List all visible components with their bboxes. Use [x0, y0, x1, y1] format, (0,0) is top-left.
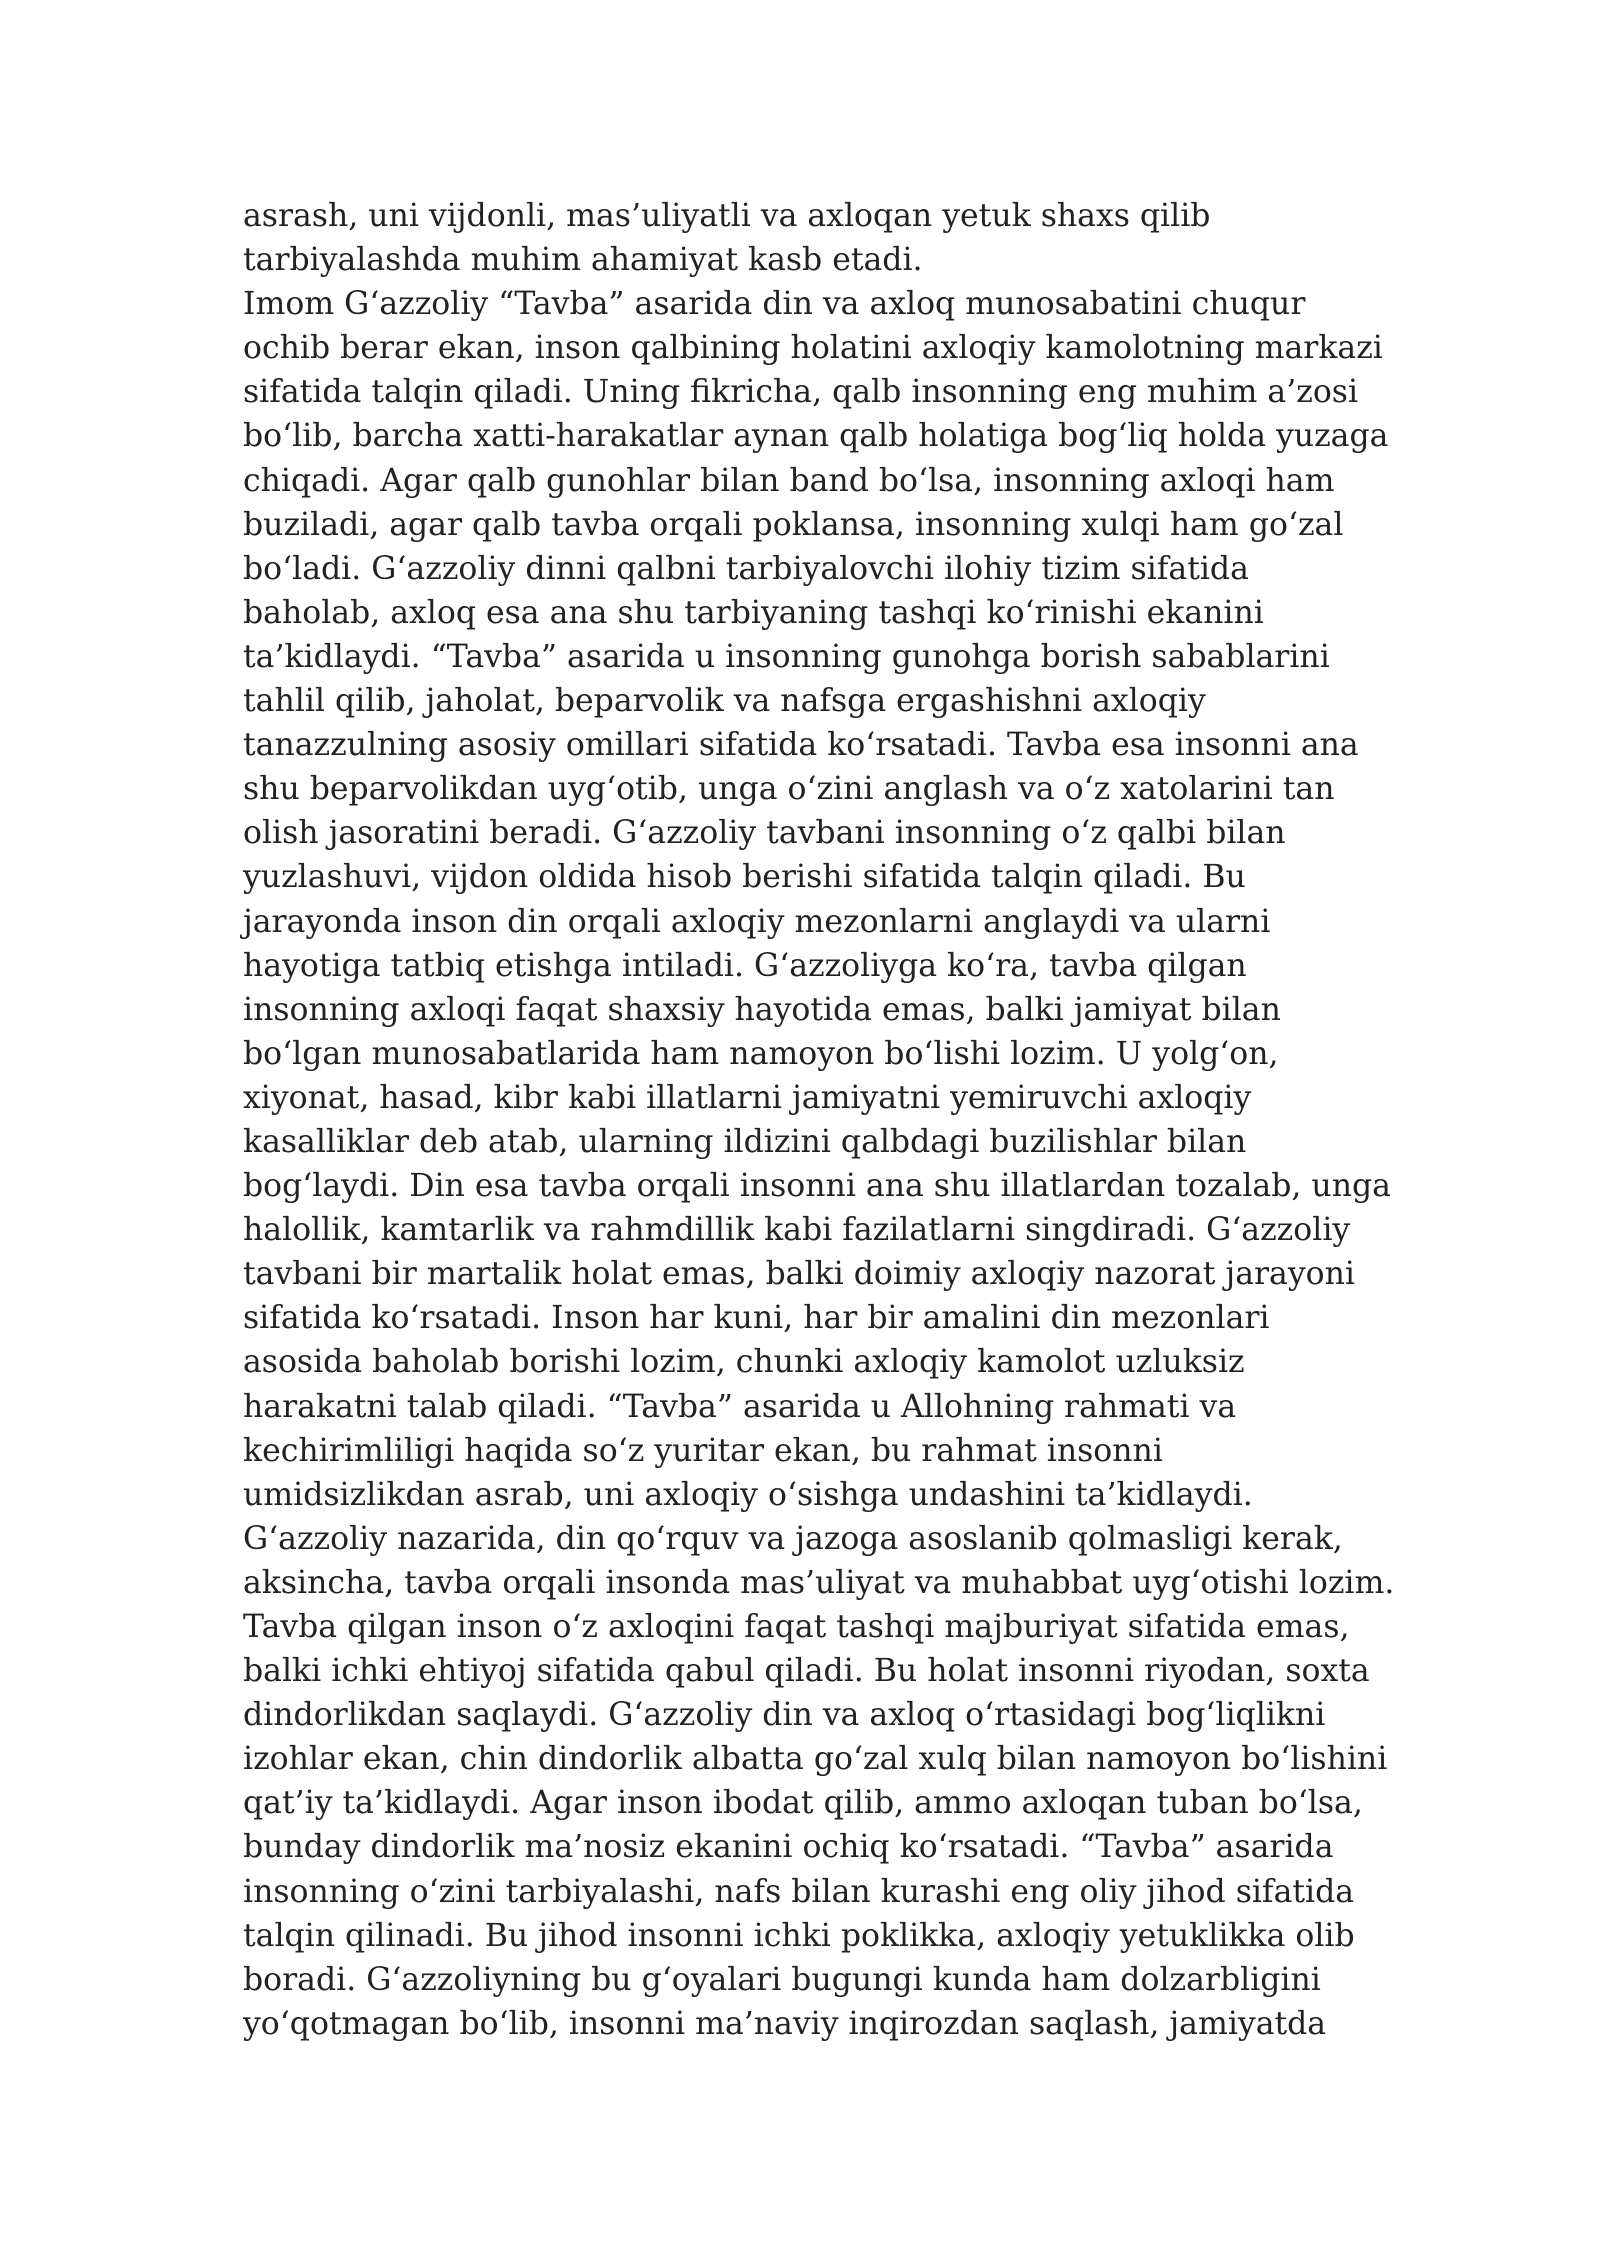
text-line: sifatida talqin qiladi. Uning fikricha, qalb insonning eng muhim a’zosi — [243, 374, 1359, 411]
text-line: bo‘ladi. G‘azzoliy dinni qalbni tarbiyalovchi ilohiy tizim sifatida — [243, 550, 1249, 587]
text-line: asosida baholab borishi lozim, chunki axloqiy kamolot uzluksiz — [243, 1344, 1245, 1381]
text-line: G‘azzoliy nazarida, din qo‘rquv va jazoga asoslanib qolmasligi kerak, — [243, 1520, 1343, 1557]
text-line: insonning o‘zini tarbiyalashi, nafs bilan kurashi eng oliy jihod sifatida — [243, 1873, 1355, 1910]
text-line: aksincha, tavba orqali insonda mas’uliyat va muhabbat uyg‘otishi lozim. — [243, 1564, 1395, 1601]
text-line: kechirimliligi haqida so‘z yuritar ekan, bu rahmat insonni — [243, 1432, 1163, 1469]
text-line: asrash, uni vijdonli, mas’uliyatli va axloqan yetuk shaxs qilib — [243, 198, 1211, 234]
text-line: tahlil qilib, jaholat, beparvolik va nafsga ergashishni axloqiy — [243, 683, 1206, 720]
text-line: kasalliklar deb atab, ularning ildizini qalbdagi buzilishlar bilan — [243, 1123, 1247, 1160]
text-line: halollik, kamtarlik va rahmdillik kabi fazilatlarni singdiradi. G‘azzoliy — [243, 1212, 1351, 1249]
text-line: bo‘lgan munosabatlarida ham namoyon bo‘lishi lozim. U yolg‘on, — [243, 1035, 1279, 1072]
text-line: Tavba qilgan inson o‘z axloqini faqat tashqi majburiyat sifatida emas, — [243, 1609, 1350, 1645]
text-line: olish jasoratini beradi. G‘azzoliy tavbani insonning o‘z qalbi bilan — [243, 815, 1286, 852]
text-line: hayotiga tatbiq etishga intiladi. G‘azzoliyga ko‘ra, tavba qilgan — [243, 947, 1247, 984]
text-line: xiyonat, hasad, kibr kabi illatlarni jamiyatni yemiruvchi axloqiy — [243, 1079, 1252, 1116]
text-line: yuzlashuvi, vijdon oldida hisob berishi sifatida talqin qiladi. Bu — [243, 859, 1246, 896]
text-line: ochib berar ekan, inson qalbining holatini axloqiy kamolotning markazi — [243, 330, 1383, 367]
text-line: ta’kidlaydi. “Tavba” asarida u insonning gunohga borish sabablarini — [243, 638, 1330, 675]
text-line: yo‘qotmagan bo‘lib, insonni ma’naviy inqirozdan saqlash, jamiyatda — [243, 2005, 1327, 2042]
text-line: balki ichki ehtiyoj sifatida qabul qiladi. Bu holat insonni riyodan, soxta — [243, 1653, 1370, 1690]
text-line: shu beparvolikdan uyg‘otib, unga o‘zini anglash va o‘z xatolarini tan — [243, 771, 1335, 808]
text-line: dindorlikdan saqlaydi. G‘azzoliy din va axloq o‘rtasidagi bog‘liqlikni — [243, 1697, 1326, 1734]
text-line: izohlar ekan, chin dindorlik albatta go‘zal xulq bilan namoyon bo‘lishini — [243, 1741, 1388, 1778]
text-line: jarayonda inson din orqali axloqiy mezonlarni anglaydi va ularni — [243, 903, 1271, 940]
text-line: Imom G‘azzoliy “Tavba” asarida din va axloq munosabatini chuqur — [243, 286, 1306, 323]
text-line: tavbani bir martalik holat emas, balki doimiy axloqiy nazorat jarayoni — [243, 1256, 1355, 1293]
text-line: bog‘laydi. Din esa tavba orqali insonni ana shu illatlardan tozalab, unga — [243, 1168, 1391, 1205]
body-text — [243, 194, 1395, 2046]
text-line: chiqadi. Agar qalb gunohlar bilan band bo‘lsa, insonning axloqi ham — [243, 462, 1335, 499]
text-line: boradi. G‘azzoliyning bu g‘oyalari bugungi kunda ham dolzarbligini — [243, 1961, 1321, 1998]
text-line: buziladi, agar qalb tavba orqali poklansa, insonning xulqi ham go‘zal — [243, 506, 1344, 543]
text-line: sifatida ko‘rsatadi. Inson har kuni, har bir amalini din mezonlari — [243, 1300, 1270, 1337]
text-line: umidsizlikdan asrab, uni axloqiy o‘sishga undashini ta’kidlaydi. — [243, 1476, 1253, 1513]
text-line: bunday dindorlik ma’nosiz ekanini ochiq ko‘rsatadi. “Tavba” asarida — [243, 1829, 1334, 1866]
text-line: bo‘lib, barcha xatti-harakatlar aynan qalb holatiga bog‘liq holda yuzaga — [243, 418, 1389, 455]
text-line: tanazzulning asosiy omillari sifatida ko‘rsatadi. Tavba esa insonni ana — [243, 727, 1359, 764]
text-line: harakatni talab qiladi. “Tavba” asarida u Allohning rahmati va — [243, 1388, 1237, 1425]
text-line: talqin qilinadi. Bu jihod insonni ichki poklikka, axloqiy yetuklikka olib — [243, 1917, 1355, 1954]
text-line: baholab, axloq esa ana shu tarbiyaning tashqi ko‘rinishi ekanini — [243, 594, 1264, 631]
text-line: qat’iy ta’kidlaydi. Agar inson ibodat qilib, ammo axloqan tuban bo‘lsa, — [243, 1785, 1363, 1822]
text-line: tarbiyalashda muhim ahamiyat kasb etadi. — [243, 242, 923, 279]
text-line: insonning axloqi faqat shaxsiy hayotida emas, balki jamiyat bilan — [243, 991, 1281, 1028]
